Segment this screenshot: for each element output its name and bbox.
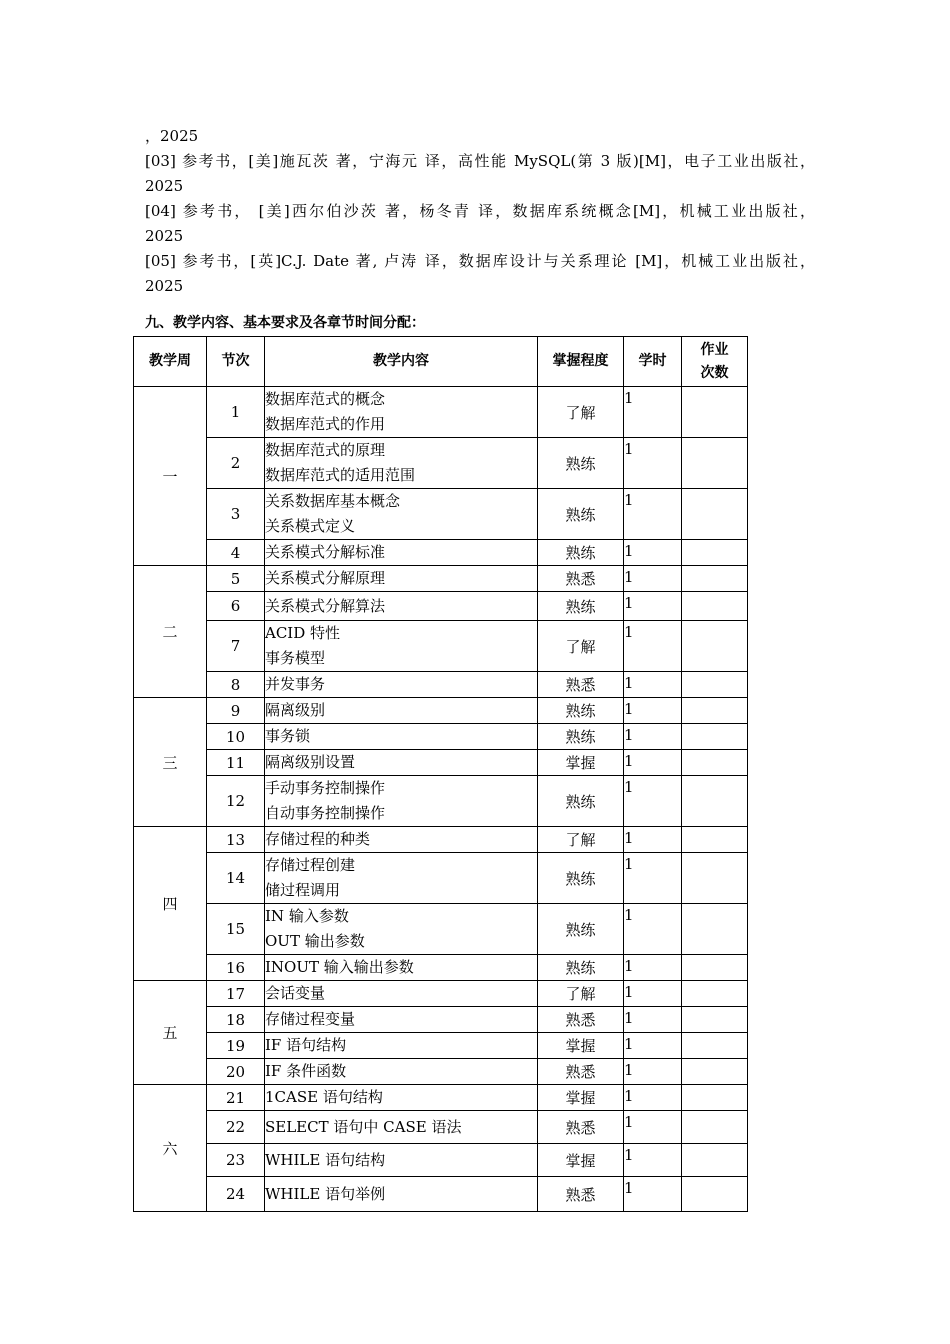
homework-cell [682, 566, 748, 592]
homework-cell [682, 750, 748, 776]
session-number: 22 [207, 1111, 265, 1144]
hours-cell: 1 [624, 698, 682, 724]
mastery-level: 熟练 [538, 955, 624, 981]
content-cell [265, 776, 538, 827]
homework-cell [682, 438, 748, 489]
reference-line: [03] 参考书，[美]施瓦茨 著，宁海元 译，高性能 MySQL(第 3 版)[M]，电子工业出版社， [145, 152, 815, 170]
content-line: SELECT 语句中 CASE 语法 [265, 1117, 462, 1136]
homework-cell [682, 698, 748, 724]
week-cell: 六 [134, 1085, 207, 1212]
mastery-level: 了解 [538, 387, 624, 438]
content-line: 数据库范式的作用 [265, 415, 386, 433]
hours-cell: 1 [624, 750, 682, 776]
mastery-level: 熟练 [538, 853, 624, 904]
content-cell [265, 724, 538, 750]
content-line: 关系模式分解算法 [265, 596, 386, 615]
content-line: 1CASE 语句结构 [265, 1088, 383, 1106]
content-line: 关系模式分解标准 [265, 543, 386, 561]
homework-cell [682, 1007, 748, 1033]
content-cell [265, 1085, 538, 1111]
session-number: 10 [207, 724, 265, 750]
reference-line: 2025 [145, 277, 184, 295]
session-number: 12 [207, 776, 265, 827]
content-cell [265, 387, 538, 438]
mastery-level: 掌握 [538, 750, 624, 776]
table-row [134, 1085, 748, 1111]
table-row [134, 904, 748, 955]
reference-line: [05] 参考书，[英]C.J. Date 著, 卢涛 译，数据库设计与关系理论 [M]，机械工业出版社， [145, 252, 815, 270]
reference-line: 2025 [145, 177, 184, 195]
mastery-level: 熟练 [538, 540, 624, 566]
content-cell [265, 592, 538, 621]
table-row [134, 621, 748, 672]
schedule-table [133, 336, 748, 1212]
header-homework-line: 作业 [700, 341, 729, 358]
hours-cell: 1 [624, 827, 682, 853]
session-number: 13 [207, 827, 265, 853]
content-line: IF 语句结构 [265, 1036, 347, 1054]
table-row [134, 1007, 748, 1033]
session-number: 1 [207, 387, 265, 438]
table-row [134, 776, 748, 827]
content-cell [265, 853, 538, 904]
table-body [134, 387, 748, 1212]
mastery-level: 熟悉 [538, 566, 624, 592]
mastery-level: 熟悉 [538, 1059, 624, 1085]
session-number: 21 [207, 1085, 265, 1111]
week-cell: 一 [134, 387, 207, 566]
session-number: 19 [207, 1033, 265, 1059]
content-line: 事务锁 [265, 727, 311, 745]
content-line: OUT 输出参数 [265, 932, 365, 950]
homework-cell [682, 1059, 748, 1085]
content-cell [265, 750, 538, 776]
session-number: 3 [207, 489, 265, 540]
content-line: IF 条件函数 [265, 1062, 347, 1080]
hours-cell: 1 [624, 566, 682, 592]
session-number: 18 [207, 1007, 265, 1033]
content-cell [265, 1059, 538, 1085]
table-row [134, 387, 748, 438]
content-cell [265, 698, 538, 724]
hours-cell: 1 [624, 1177, 682, 1212]
hours-cell: 1 [624, 1085, 682, 1111]
homework-cell [682, 621, 748, 672]
session-number: 20 [207, 1059, 265, 1085]
content-line: 数据库范式的适用范围 [265, 466, 416, 484]
hours-cell: 1 [624, 1144, 682, 1177]
header-level: 掌握程度 [538, 337, 624, 387]
mastery-level: 熟练 [538, 724, 624, 750]
hours-cell: 1 [624, 1007, 682, 1033]
homework-cell [682, 672, 748, 698]
hours-cell: 1 [624, 592, 682, 621]
hours-cell: 1 [624, 1059, 682, 1085]
mastery-level: 熟悉 [538, 1177, 624, 1212]
homework-cell [682, 1177, 748, 1212]
hours-cell: 1 [624, 955, 682, 981]
homework-cell [682, 1033, 748, 1059]
hours-cell: 1 [624, 540, 682, 566]
session-number: 6 [207, 592, 265, 621]
mastery-level: 熟悉 [538, 672, 624, 698]
week-cell: 三 [134, 698, 207, 827]
content-line: 隔离级别 [265, 701, 326, 719]
hours-cell: 1 [624, 1111, 682, 1144]
table-row [134, 1144, 748, 1177]
hours-cell: 1 [624, 724, 682, 750]
hours-cell: 1 [624, 853, 682, 904]
session-number: 5 [207, 566, 265, 592]
content-cell [265, 621, 538, 672]
hours-cell: 1 [624, 1033, 682, 1059]
table-row [134, 438, 748, 489]
content-line: INOUT 输入输出参数 [265, 958, 414, 976]
reference-line: [04] 参考书， [美]西尔伯沙茨 著，杨冬青 译，数据库系统概念[M]，机械工业出版社， [145, 202, 815, 220]
content-cell [265, 1007, 538, 1033]
homework-cell [682, 387, 748, 438]
content-line: 事务模型 [265, 649, 326, 667]
content-cell [265, 1144, 538, 1177]
session-number: 7 [207, 621, 265, 672]
session-number: 17 [207, 981, 265, 1007]
table-row [134, 672, 748, 698]
homework-cell [682, 1085, 748, 1111]
table-row [134, 1059, 748, 1085]
content-line: 手动事务控制操作 [265, 779, 386, 797]
session-number: 4 [207, 540, 265, 566]
content-cell [265, 672, 538, 698]
homework-cell [682, 489, 748, 540]
mastery-level: 熟练 [538, 489, 624, 540]
table-row [134, 592, 748, 621]
homework-cell [682, 776, 748, 827]
hours-cell: 1 [624, 672, 682, 698]
homework-cell [682, 955, 748, 981]
content-line: 关系数据库基本概念 [265, 492, 401, 510]
homework-cell [682, 827, 748, 853]
content-cell [265, 1111, 538, 1144]
homework-cell [682, 1111, 748, 1144]
content-cell [265, 438, 538, 489]
content-line: 关系模式定义 [265, 517, 356, 535]
homework-cell [682, 592, 748, 621]
content-line: 存储过程的种类 [265, 830, 371, 848]
header-homework-line: 次数 [700, 364, 729, 381]
content-line: 存储过程变量 [265, 1010, 356, 1028]
week-cell: 四 [134, 827, 207, 981]
references [145, 124, 815, 299]
session-number: 23 [207, 1144, 265, 1177]
section-title: 九、教学内容、基本要求及各章节时间分配： [145, 315, 425, 331]
table-row [134, 955, 748, 981]
header-content: 教学内容 [265, 337, 538, 387]
homework-cell [682, 853, 748, 904]
week-cell: 二 [134, 566, 207, 698]
content-line: 存储过程创建 [265, 856, 356, 874]
header-hours: 学时 [624, 337, 682, 387]
header-homework [682, 337, 748, 387]
table-row [134, 1177, 748, 1212]
hours-cell: 1 [624, 904, 682, 955]
mastery-level: 了解 [538, 621, 624, 672]
hours-cell: 1 [624, 776, 682, 827]
content-line: 关系模式分解原理 [265, 569, 386, 587]
mastery-level: 熟悉 [538, 1111, 624, 1144]
session-number: 14 [207, 853, 265, 904]
mastery-level: 熟练 [538, 776, 624, 827]
table-row [134, 981, 748, 1007]
table-row [134, 724, 748, 750]
content-cell [265, 566, 538, 592]
mastery-level: 熟练 [538, 592, 624, 621]
reference-line: 2025 [145, 227, 184, 245]
content-line: WHILE 语句结构 [265, 1150, 386, 1169]
content-line: ACID 特性 [265, 624, 341, 642]
hours-cell: 1 [624, 438, 682, 489]
content-line: 会话变量 [265, 984, 326, 1002]
hours-cell: 1 [624, 489, 682, 540]
homework-cell [682, 724, 748, 750]
session-number: 2 [207, 438, 265, 489]
content-line: 储过程调用 [265, 881, 341, 899]
content-cell [265, 489, 538, 540]
content-line: WHILE 语句举例 [265, 1184, 386, 1203]
mastery-level: 熟练 [538, 438, 624, 489]
week-cell: 五 [134, 981, 207, 1085]
mastery-level: 掌握 [538, 1085, 624, 1111]
content-line: 数据库范式的原理 [265, 441, 386, 459]
session-number: 24 [207, 1177, 265, 1212]
content-line: 隔离级别设置 [265, 753, 356, 771]
content-line: IN 输入参数 [265, 907, 349, 925]
homework-cell [682, 1144, 748, 1177]
content-cell [265, 904, 538, 955]
table-row [134, 750, 748, 776]
mastery-level: 熟练 [538, 904, 624, 955]
content-line: 并发事务 [265, 675, 326, 693]
content-line: 自动事务控制操作 [265, 804, 386, 822]
mastery-level: 熟悉 [538, 1007, 624, 1033]
session-number: 11 [207, 750, 265, 776]
session-number: 15 [207, 904, 265, 955]
hours-cell: 1 [624, 387, 682, 438]
table-row [134, 540, 748, 566]
table-row [134, 698, 748, 724]
table-row [134, 1033, 748, 1059]
table-header-row [134, 337, 748, 387]
session-number: 16 [207, 955, 265, 981]
content-cell [265, 955, 538, 981]
content-line: 数据库范式的概念 [265, 390, 386, 408]
mastery-level: 了解 [538, 827, 624, 853]
hours-cell: 1 [624, 621, 682, 672]
table-row [134, 827, 748, 853]
table-row [134, 566, 748, 592]
mastery-level: 掌握 [538, 1144, 624, 1177]
homework-cell [682, 981, 748, 1007]
session-number: 9 [207, 698, 265, 724]
reference-line: ，2025 [145, 127, 199, 145]
content-cell [265, 540, 538, 566]
table-row [134, 1111, 748, 1144]
homework-cell [682, 540, 748, 566]
mastery-level: 掌握 [538, 1033, 624, 1059]
mastery-level: 熟练 [538, 698, 624, 724]
hours-cell: 1 [624, 981, 682, 1007]
table-row [134, 853, 748, 904]
session-number: 8 [207, 672, 265, 698]
table-row [134, 489, 748, 540]
content-cell [265, 1033, 538, 1059]
homework-cell [682, 904, 748, 955]
header-week: 教学周 [134, 337, 207, 387]
content-cell [265, 1177, 538, 1212]
content-cell [265, 827, 538, 853]
mastery-level: 了解 [538, 981, 624, 1007]
header-session: 节次 [207, 337, 265, 387]
content-cell [265, 981, 538, 1007]
